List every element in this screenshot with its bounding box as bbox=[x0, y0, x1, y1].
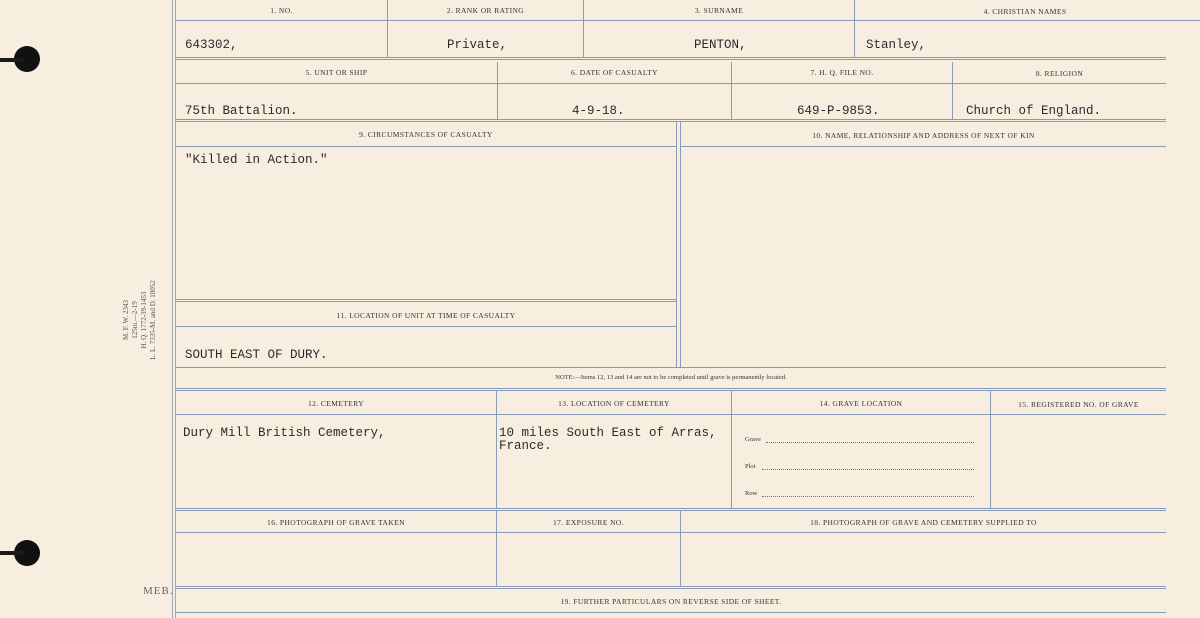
header-cemetery-location: 13. LOCATION OF CEMETERY bbox=[558, 399, 670, 408]
footer-further-particulars: 19. FURTHER PARTICULARS ON REVERSE SIDE OF SHEET. bbox=[560, 597, 782, 606]
punch-hole-top-mark bbox=[0, 58, 24, 62]
value-location-unit: SOUTH EAST OF DURY. bbox=[185, 348, 328, 362]
header-number: 1. NO. bbox=[270, 6, 293, 15]
row4-header-rule bbox=[176, 414, 1166, 415]
grave-dotted-line bbox=[766, 442, 974, 443]
row3-divider-inner bbox=[680, 122, 681, 367]
row5-top-rule bbox=[176, 508, 1166, 511]
value-date: 4-9-18. bbox=[572, 104, 625, 118]
form-code-print bbox=[122, 280, 158, 360]
value-surname: PENTON, bbox=[694, 38, 747, 52]
plot-dotted-line bbox=[762, 469, 974, 470]
row3-divider bbox=[676, 122, 677, 367]
value-christian-names: Stanley, bbox=[866, 38, 927, 52]
row2-header-rule bbox=[176, 83, 1166, 84]
form-code-line-3: H. Q. 1772-39-1453 bbox=[140, 291, 148, 349]
header-photograph-taken: 16. PHOTOGRAPH OF GRAVE TAKEN bbox=[267, 518, 405, 527]
form-code-line-4: L. L. 7335-M. and D. 10052 bbox=[149, 280, 157, 360]
header-photograph-supplied: 18. PHOTOGRAPH OF GRAVE AND CEMETERY SUPPLIED TO bbox=[810, 518, 1037, 527]
kin-header-rule bbox=[680, 146, 1166, 147]
value-number: 643302, bbox=[185, 38, 238, 52]
row4-divider-2 bbox=[731, 391, 732, 508]
form-code-line-2: 125m.—2-19 bbox=[131, 301, 139, 339]
label-grave: Grave bbox=[745, 436, 761, 443]
header-rank: 2. RANK OR RATING bbox=[446, 6, 525, 15]
margin-rule bbox=[172, 0, 173, 618]
row5-header-rule bbox=[176, 532, 1166, 533]
value-rank: Private, bbox=[447, 38, 508, 52]
row1-header-rule bbox=[176, 20, 1200, 21]
header-cemetery: 12. CEMETERY bbox=[307, 399, 365, 408]
value-cemetery: Dury Mill British Cemetery, bbox=[183, 426, 386, 440]
header-file-no: 7. H. Q. FILE NO. bbox=[810, 68, 874, 77]
circumstances-header-rule bbox=[176, 146, 676, 147]
value-unit: 75th Battalion. bbox=[185, 104, 298, 118]
header-registered-no: 15. REGISTERED NO. OF GRAVE bbox=[1018, 400, 1139, 409]
header-next-of-kin: 10. NAME, RELATIONSHIP AND ADDRESS OF NEXT OF KIN bbox=[812, 131, 1035, 140]
value-cemetery-location-1: 10 miles South East of Arras, bbox=[499, 426, 717, 440]
row6-top-rule bbox=[176, 586, 1166, 589]
punch-hole-bottom-mark bbox=[0, 551, 24, 555]
footer-rule bbox=[176, 612, 1166, 613]
row1-bottom-rule bbox=[176, 57, 1166, 60]
label-row: Row bbox=[745, 490, 758, 497]
header-circumstances: 9. CIRCUMSTANCES OF CASUALTY bbox=[359, 130, 493, 139]
header-exposure-no: 17. EXPOSURE NO. bbox=[553, 518, 624, 527]
row4-top-rule bbox=[176, 388, 1166, 391]
header-christian-names: 4. CHRISTIAN NAMES bbox=[983, 7, 1067, 16]
label-plot: Plot bbox=[745, 463, 756, 470]
row2-bottom-rule bbox=[176, 119, 1166, 122]
header-surname: 3. SURNAME bbox=[694, 6, 744, 15]
header-unit: 5. UNIT OR SHIP bbox=[305, 68, 368, 77]
location-unit-top-rule bbox=[176, 299, 676, 302]
value-circumstances: "Killed in Action." bbox=[185, 153, 328, 167]
header-religion: 8. RELIGION bbox=[1035, 69, 1084, 78]
row-dotted-line bbox=[762, 496, 974, 497]
header-grave-location: 14. GRAVE LOCATION bbox=[819, 399, 903, 408]
value-religion: Church of England. bbox=[966, 104, 1102, 118]
form-code-line-1: M. F. W. 2343 bbox=[122, 300, 130, 340]
value-file-no: 649-P-9853. bbox=[797, 104, 880, 118]
location-unit-header-rule bbox=[176, 326, 676, 327]
clerk-initials: MEB. bbox=[143, 585, 174, 597]
header-date: 6. DATE OF CASUALTY bbox=[571, 68, 658, 77]
value-cemetery-location-2: France. bbox=[499, 439, 552, 453]
row3-bottom-rule bbox=[176, 367, 1166, 368]
row4-divider-1 bbox=[496, 391, 497, 508]
header-location-unit: 11. LOCATION OF UNIT AT TIME OF CASUALTY bbox=[336, 311, 516, 320]
note-text: NOTE:—Items 12, 13 and 14 are not to be completed until grave is permanently located. bbox=[555, 374, 787, 381]
